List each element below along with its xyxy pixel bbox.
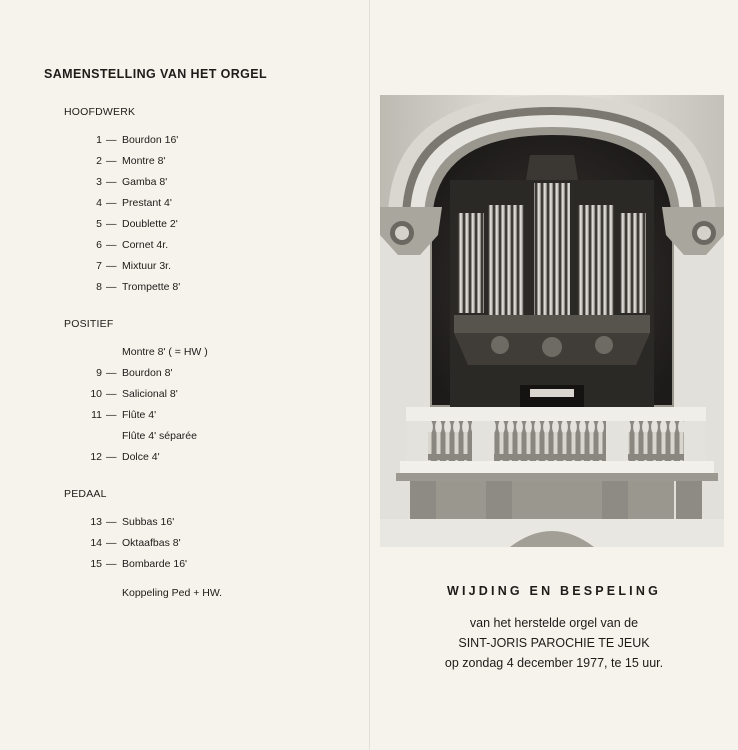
stop-number: 7	[96, 260, 102, 272]
stop-row	[64, 281, 364, 295]
stop-dash: —	[106, 281, 117, 293]
stop-name: Mixtuur 3r.	[122, 260, 172, 272]
coupler-note: Koppeling Ped + HW.	[122, 587, 223, 599]
stop-dash: —	[106, 155, 117, 167]
stop-name: Cornet 4r.	[122, 239, 169, 251]
stop-name: Bourdon 8'	[122, 367, 173, 379]
stop-row	[64, 134, 364, 148]
stop-name: Montre 8'	[122, 155, 166, 167]
stop-dash: —	[106, 558, 117, 570]
stop-name: Bombarde 16'	[122, 558, 188, 570]
stop-name: Oktaafbas 8'	[122, 537, 181, 549]
stop-dash: —	[106, 451, 117, 463]
stop-row	[64, 239, 364, 253]
stop-number: 12	[90, 451, 102, 463]
dedication-heading: WIJDING EN BESPELING	[446, 584, 662, 598]
stop-number: 13	[90, 516, 102, 528]
stop-dash: —	[106, 197, 117, 209]
stop-dash: —	[106, 409, 117, 421]
stop-number: 11	[91, 409, 102, 421]
stop-name: Prestant 4'	[122, 197, 172, 209]
stop-number: 5	[96, 218, 102, 230]
stop-borrowed: Montre 8' ( = HW )	[122, 346, 208, 358]
stop-dash: —	[106, 218, 117, 230]
stop-number: 6	[96, 239, 102, 251]
stop-row	[64, 260, 364, 274]
stop-name: Dolce 4'	[122, 451, 160, 463]
stop-number: 4	[96, 197, 102, 209]
stop-number: 1	[96, 134, 102, 146]
stop-row	[64, 451, 364, 465]
stop-dash: —	[106, 134, 117, 146]
stop-number: 14	[90, 537, 102, 549]
stop-name: Trompette 8'	[122, 281, 181, 293]
stop-number: 10	[90, 388, 102, 400]
stop-name: Subbas 16'	[122, 516, 175, 528]
stop-row	[64, 516, 364, 530]
stop-dash: —	[106, 239, 117, 251]
stop-name: Salicional 8'	[122, 388, 178, 400]
stop-name: Bourdon 16'	[122, 134, 179, 146]
stop-dash: —	[106, 537, 117, 549]
stop-row	[64, 197, 364, 211]
stop-number: 9	[96, 367, 102, 379]
subtitle-line-3: op zondag 4 december 1977, te 15 uur.	[444, 656, 664, 670]
stop-row	[64, 176, 364, 190]
stop-dash: —	[106, 260, 117, 272]
stop-row	[64, 218, 364, 232]
stop-number: 15	[90, 558, 102, 570]
stop-dash: —	[106, 388, 117, 400]
stop-row	[64, 537, 364, 551]
subtitle-line-2: SINT-JORIS PAROCHIE TE JEUK	[458, 636, 650, 650]
stop-separate: Flûte 4' séparée	[122, 430, 197, 442]
stop-dash: —	[106, 516, 117, 528]
organ-photo	[380, 95, 724, 547]
section-label-hoofdwerk: HOOFDWERK	[64, 106, 136, 118]
stop-row	[64, 155, 364, 169]
stop-name: Doublette 2'	[122, 218, 178, 230]
stop-row	[64, 409, 364, 423]
organ-composition-title: SAMENSTELLING VAN HET ORGEL	[44, 67, 268, 81]
stop-dash: —	[106, 176, 117, 188]
stop-row	[64, 558, 364, 572]
stop-name: Gamba 8'	[122, 176, 168, 188]
stop-name: Flûte 4'	[122, 409, 157, 421]
stop-number: 3	[96, 176, 102, 188]
section-label-pedaal: PEDAAL	[64, 488, 107, 500]
stop-dash: —	[106, 367, 117, 379]
subtitle-line-1: van het herstelde orgel van de	[469, 616, 639, 630]
stop-row	[64, 388, 364, 402]
section-label-positief: POSITIEF	[64, 318, 114, 330]
stop-number: 8	[96, 281, 102, 293]
stop-row	[64, 367, 364, 381]
stop-number: 2	[96, 155, 102, 167]
